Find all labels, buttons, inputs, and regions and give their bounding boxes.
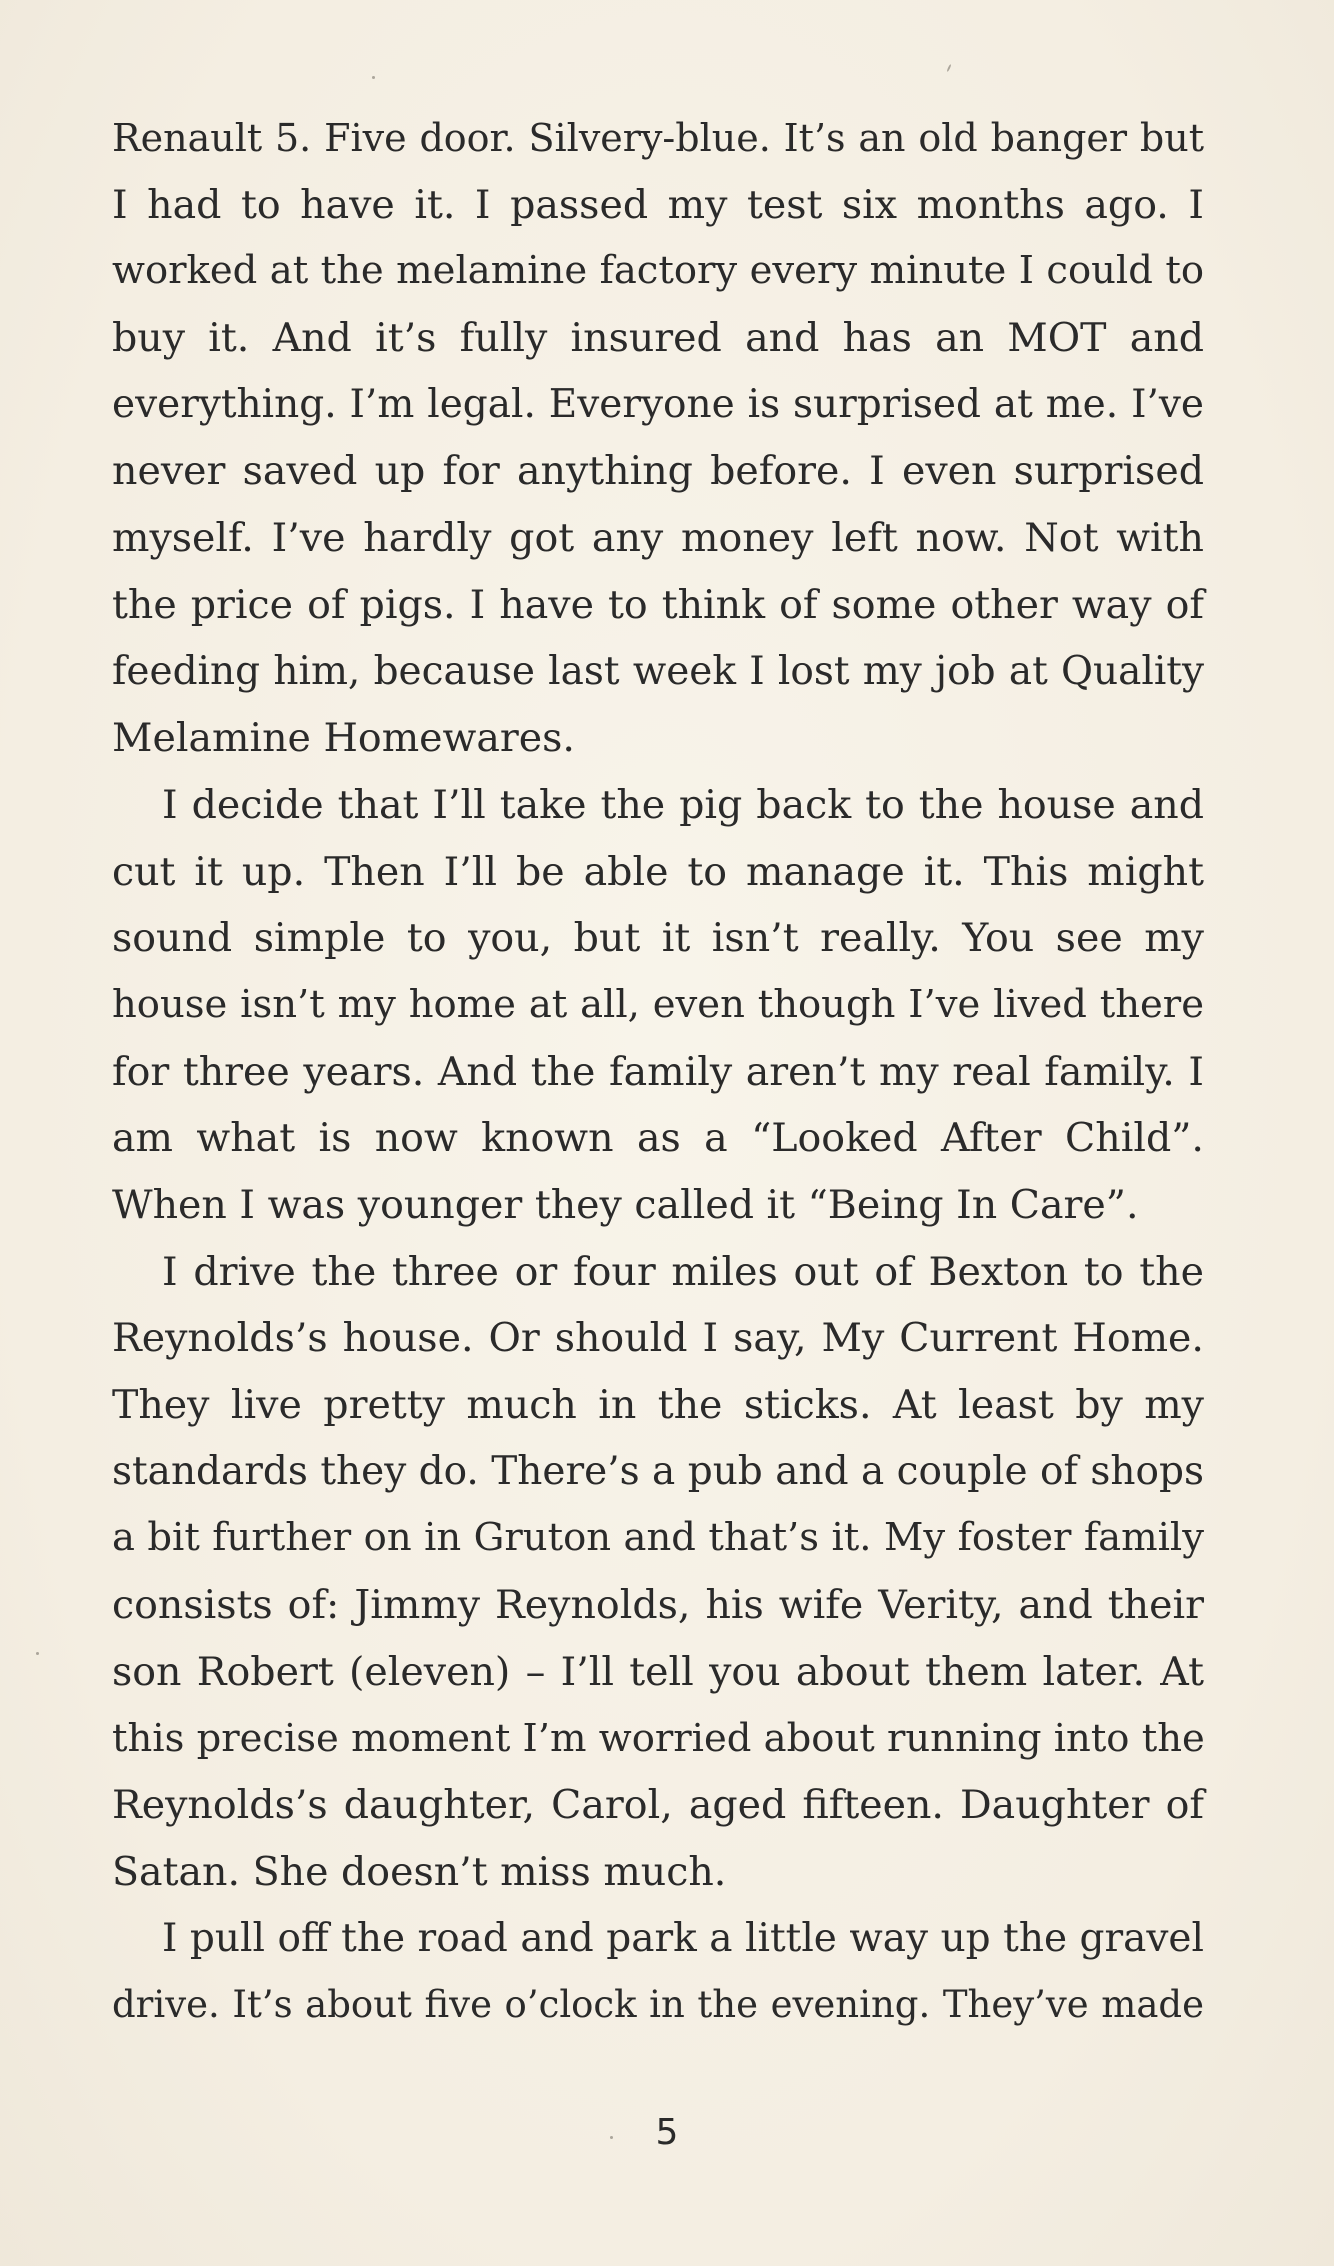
text-line: They live pretty much in the sticks. At least by my: [112, 1382, 1204, 1429]
text-line: I drive the three or four miles out of Bexton to the: [162, 1248, 1204, 1295]
text-line: buy it. And it’s fully insured and has an MOT and: [112, 315, 1204, 362]
text-line: for three years. And the family aren’t my real family. I: [112, 1048, 1204, 1095]
text-line: sound simple to you, but it isn’t really. You see my: [112, 915, 1204, 962]
paper-speck: [36, 1652, 39, 1655]
paper-speck: [946, 64, 951, 72]
text-line: feeding him, because last week I lost my job at Quality: [112, 648, 1204, 694]
text-line: cut it up. Then I’ll be able to manage it. This might: [112, 848, 1204, 895]
paper-speck: [372, 76, 375, 79]
text-line: drive. It’s about five o’clock in the evening. They’ve made: [112, 1983, 1204, 2027]
text-line: son Robert (eleven) – I’ll tell you about them later. At: [112, 1648, 1204, 1695]
text-line: a bit further on in Gruton and that’s it. My foster family: [112, 1515, 1204, 1561]
text-line: Melamine Homewares.: [112, 715, 575, 762]
text-line: house isn’t my home at all, even though I’ve lived there: [112, 981, 1204, 1027]
text-line: Renault 5. Five door. Silvery-blue. It’s an old banger but: [112, 116, 1204, 160]
text-line: I had to have it. I passed my test six months ago. I: [112, 181, 1204, 228]
text-line: consists of: Jimmy Reynolds, his wife Verity, and their: [112, 1582, 1204, 1629]
text-line: never saved up for anything before. I even surprised: [112, 448, 1204, 495]
text-line: When I was younger they called it “Being In Care”.: [112, 1182, 1139, 1228]
text-line: Satan. She doesn’t miss much.: [112, 1848, 727, 1895]
text-line: worked at the melamine factory every minute I could to: [112, 248, 1204, 294]
body-text: [112, 105, 1204, 2039]
page-number: 5: [655, 2112, 679, 2153]
text-line: this precise moment I’m worried about running into the: [112, 1715, 1205, 1761]
text-line: I decide that I’ll take the pig back to the house and: [162, 781, 1204, 828]
text-line: myself. I’ve hardly got any money left now. Not with: [112, 515, 1204, 562]
text-line: am what is now known as a “Looked After Child”.: [112, 1115, 1204, 1162]
text-line: I pull off the road and park a little way up the gravel: [162, 1915, 1204, 1961]
text-line: the price of pigs. I have to think of some other way of: [112, 581, 1204, 628]
text-line: Reynolds’s house. Or should I say, My Current Home.: [112, 1315, 1204, 1362]
text-line: standards they do. There’s a pub and a couple of shops: [112, 1448, 1204, 1494]
text-line: Reynolds’s daughter, Carol, aged fifteen. Daughter of: [112, 1782, 1204, 1829]
text-line: everything. I’m legal. Everyone is surprised at me. I’ve: [112, 381, 1204, 427]
